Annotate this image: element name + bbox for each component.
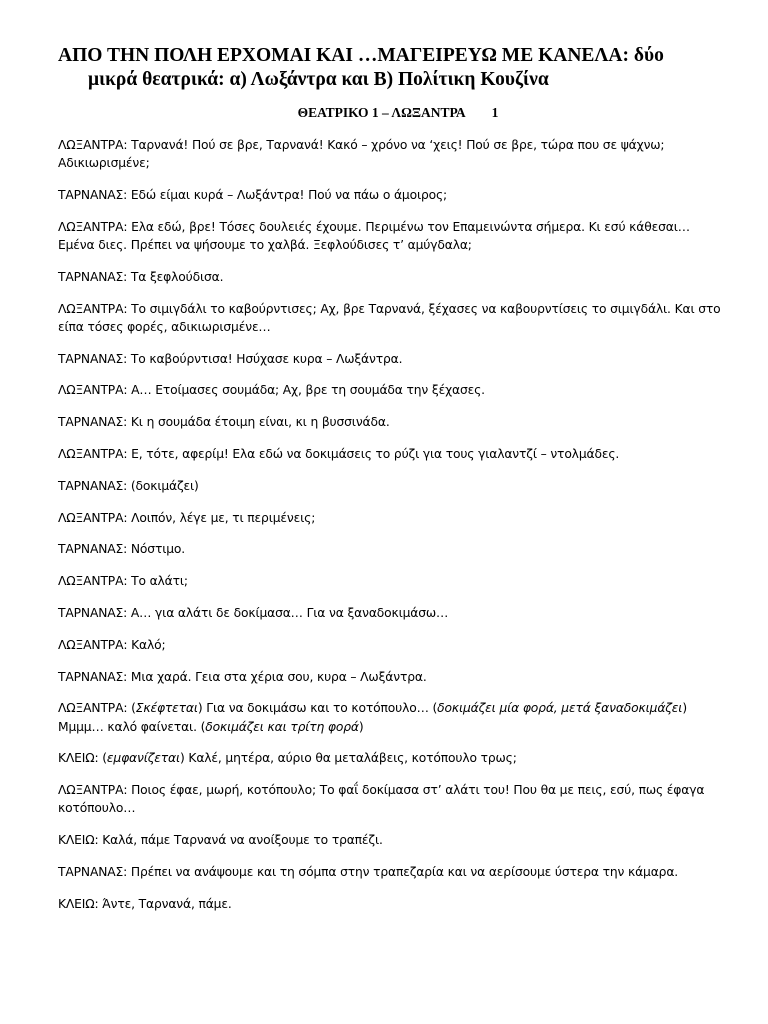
dialogue-line (58, 699, 730, 735)
dialogue-text: ΚΛΕΙΩ: ( (58, 751, 107, 766)
dialogue-line: ΛΩΞΑΝΤΡΑ: Ποιος έφαε, μωρή, κοτόπουλο; Το φαΐ δοκίμασα στ’ αλάτι του! Που θα με πεις, εσύ, πως έφαγα κοτόπουλο… (58, 783, 705, 816)
dialogue-line: ΚΛΕΙΩ: Άντε, Ταρνανά, πάμε. (58, 896, 232, 911)
dialogue-line: ΛΩΞΑΝΤΡΑ: Το αλάτι; (58, 574, 188, 589)
dialogue-text: ΛΩΞΑΝΤΡΑ: ( (58, 701, 136, 716)
dialogue-line: ΤΑΡΝΑΝΑΣ: Α… για αλάτι δε δοκίμασα… Για να ξαναδοκιμάσω… (58, 605, 449, 620)
dialogue-line: ΛΩΞΑΝΤΡΑ: Ταρνανά! Πού σε βρε, Ταρνανά! Κακό – χρόνο να ‘χεις! Πού σε βρε, τώρα που σε ψάχνω; Αδικιωρισμένε; (58, 138, 665, 171)
dialogue-line: ΤΑΡΝΑΝΑΣ: Τα ξεφλούδισα. (58, 269, 224, 284)
stage-direction: δοκιμάζει μία φορά, μετά ξαναδοκιμάζει (437, 701, 683, 716)
dialogue-line: ΤΑΡΝΑΝΑΣ: Μια χαρά. Γεια στα χέρια σου, κυρα – Λωξάντρα. (58, 669, 427, 684)
dialogue-line: ΤΑΡΝΑΝΑΣ: Εδώ είμαι κυρά – Λωξάντρα! Πού να πάω ο άμοιρος; (58, 188, 448, 202)
dialogue-line: ΤΑΡΝΑΝΑΣ: Το καβούρντισα! Ησύχασε κυρα – Λωξάντρα. (58, 351, 403, 366)
dialogue-line: ΛΩΞΑΝΤΡΑ: Λοιπόν, λέγε με, τι περιμένεις; (58, 510, 316, 525)
play-subtitle (0, 104, 768, 122)
stage-direction: δοκιμάζει και τρίτη φορά (205, 719, 359, 734)
dialogue-text: ) Μμμμ… καλό φαίνεται. ( (58, 701, 687, 734)
dialogue-line: ΚΛΕΙΩ: Καλά, πάμε Ταρνανά να ανοίξουμε το τραπέζι. (58, 833, 383, 848)
dialogue-text: ) (358, 719, 364, 734)
dialogue-line: ΛΩΞΑΝΤΡΑ: Ε, τότε, αφερίμ! Ελα εδώ να δοκιμάσεις το ρύζι για τους γιαλαντζί – ντολμάδες. (58, 446, 620, 461)
dialogue-text: ) Για να δοκιμάσω και το κοτόπουλο… ( (197, 701, 438, 716)
dialogue-line (58, 749, 730, 767)
stage-direction: εμφανίζεται (106, 751, 180, 766)
dialogue-line: ΤΑΡΝΑΝΑΣ: Πρέπει να ανάψουμε και τη σόμπα στην τραπεζαρία και να αερίσουμε ύστερα την κάμαρα. (58, 864, 679, 879)
dialogue-line: ΛΩΞΑΝΤΡΑ: Α… Ετοίμασες σουμάδα; Αχ, βρε τη σουμάδα την ξέχασες. (58, 383, 485, 398)
stage-direction: Σκέφτεται (135, 701, 198, 716)
dialogue-line: ΤΑΡΝΑΝΑΣ: (δοκιμάζει) (58, 478, 199, 493)
footnote-number: 1 (491, 105, 499, 120)
dialogue-line: ΤΑΡΝΑΝΑΣ: Κι η σουμάδα έτοιμη είναι, κι η βυσσινάδα. (58, 415, 390, 430)
document-title (58, 44, 748, 92)
dialogue-line: ΛΩΞΑΝΤΡΑ: Καλό; (58, 637, 166, 652)
title-line-1: ΑΠΟ ΤΗΝ ΠΟΛΗ ΕΡΧΟΜΑΙ ΚΑΙ …ΜΑΓΕΙΡΕΥΩ ΜΕ ΚΑΝΕΛΑ: δύο (58, 45, 664, 66)
dialogue-line: ΤΑΡΝΑΝΑΣ: Νόστιμο. (58, 542, 186, 557)
subtitle-text: ΘΕΑΤΡΙΚΟ 1 – ΛΩΞΑΝΤΡΑ (297, 105, 466, 120)
dialogue-line: ΛΩΞΑΝΤΡΑ: Ελα εδώ, βρε! Τόσες δουλειές έχουμε. Περιμένω τον Επαμεινώντα σήμερα. Κι εσύ κάθεσαι… Εμένα διες. Πρέπει να ψήσουμε το χαλβά. Ξεφλούδισες τ’ αμύγδαλα; (58, 219, 690, 252)
title-line-2: μικρά θεατρικά: α) Λωξάντρα και Β) Πολίτικη Κουζίνα (88, 69, 549, 90)
dialogue-text: ) Καλέ, μητέρα, αύριο θα μεταλάβεις, κοτόπουλο τρως; (180, 751, 517, 766)
dialogue-line: ΛΩΞΑΝΤΡΑ: Το σιμιγδάλι το καβούρντισες; Αχ, βρε Ταρνανά, ξέχασες να καβουρντίσεις το σιμιγδάλι. Και στο είπα τόσες φορές, αδικιωρισμένε… (58, 301, 721, 334)
dialogue-body (58, 136, 730, 927)
